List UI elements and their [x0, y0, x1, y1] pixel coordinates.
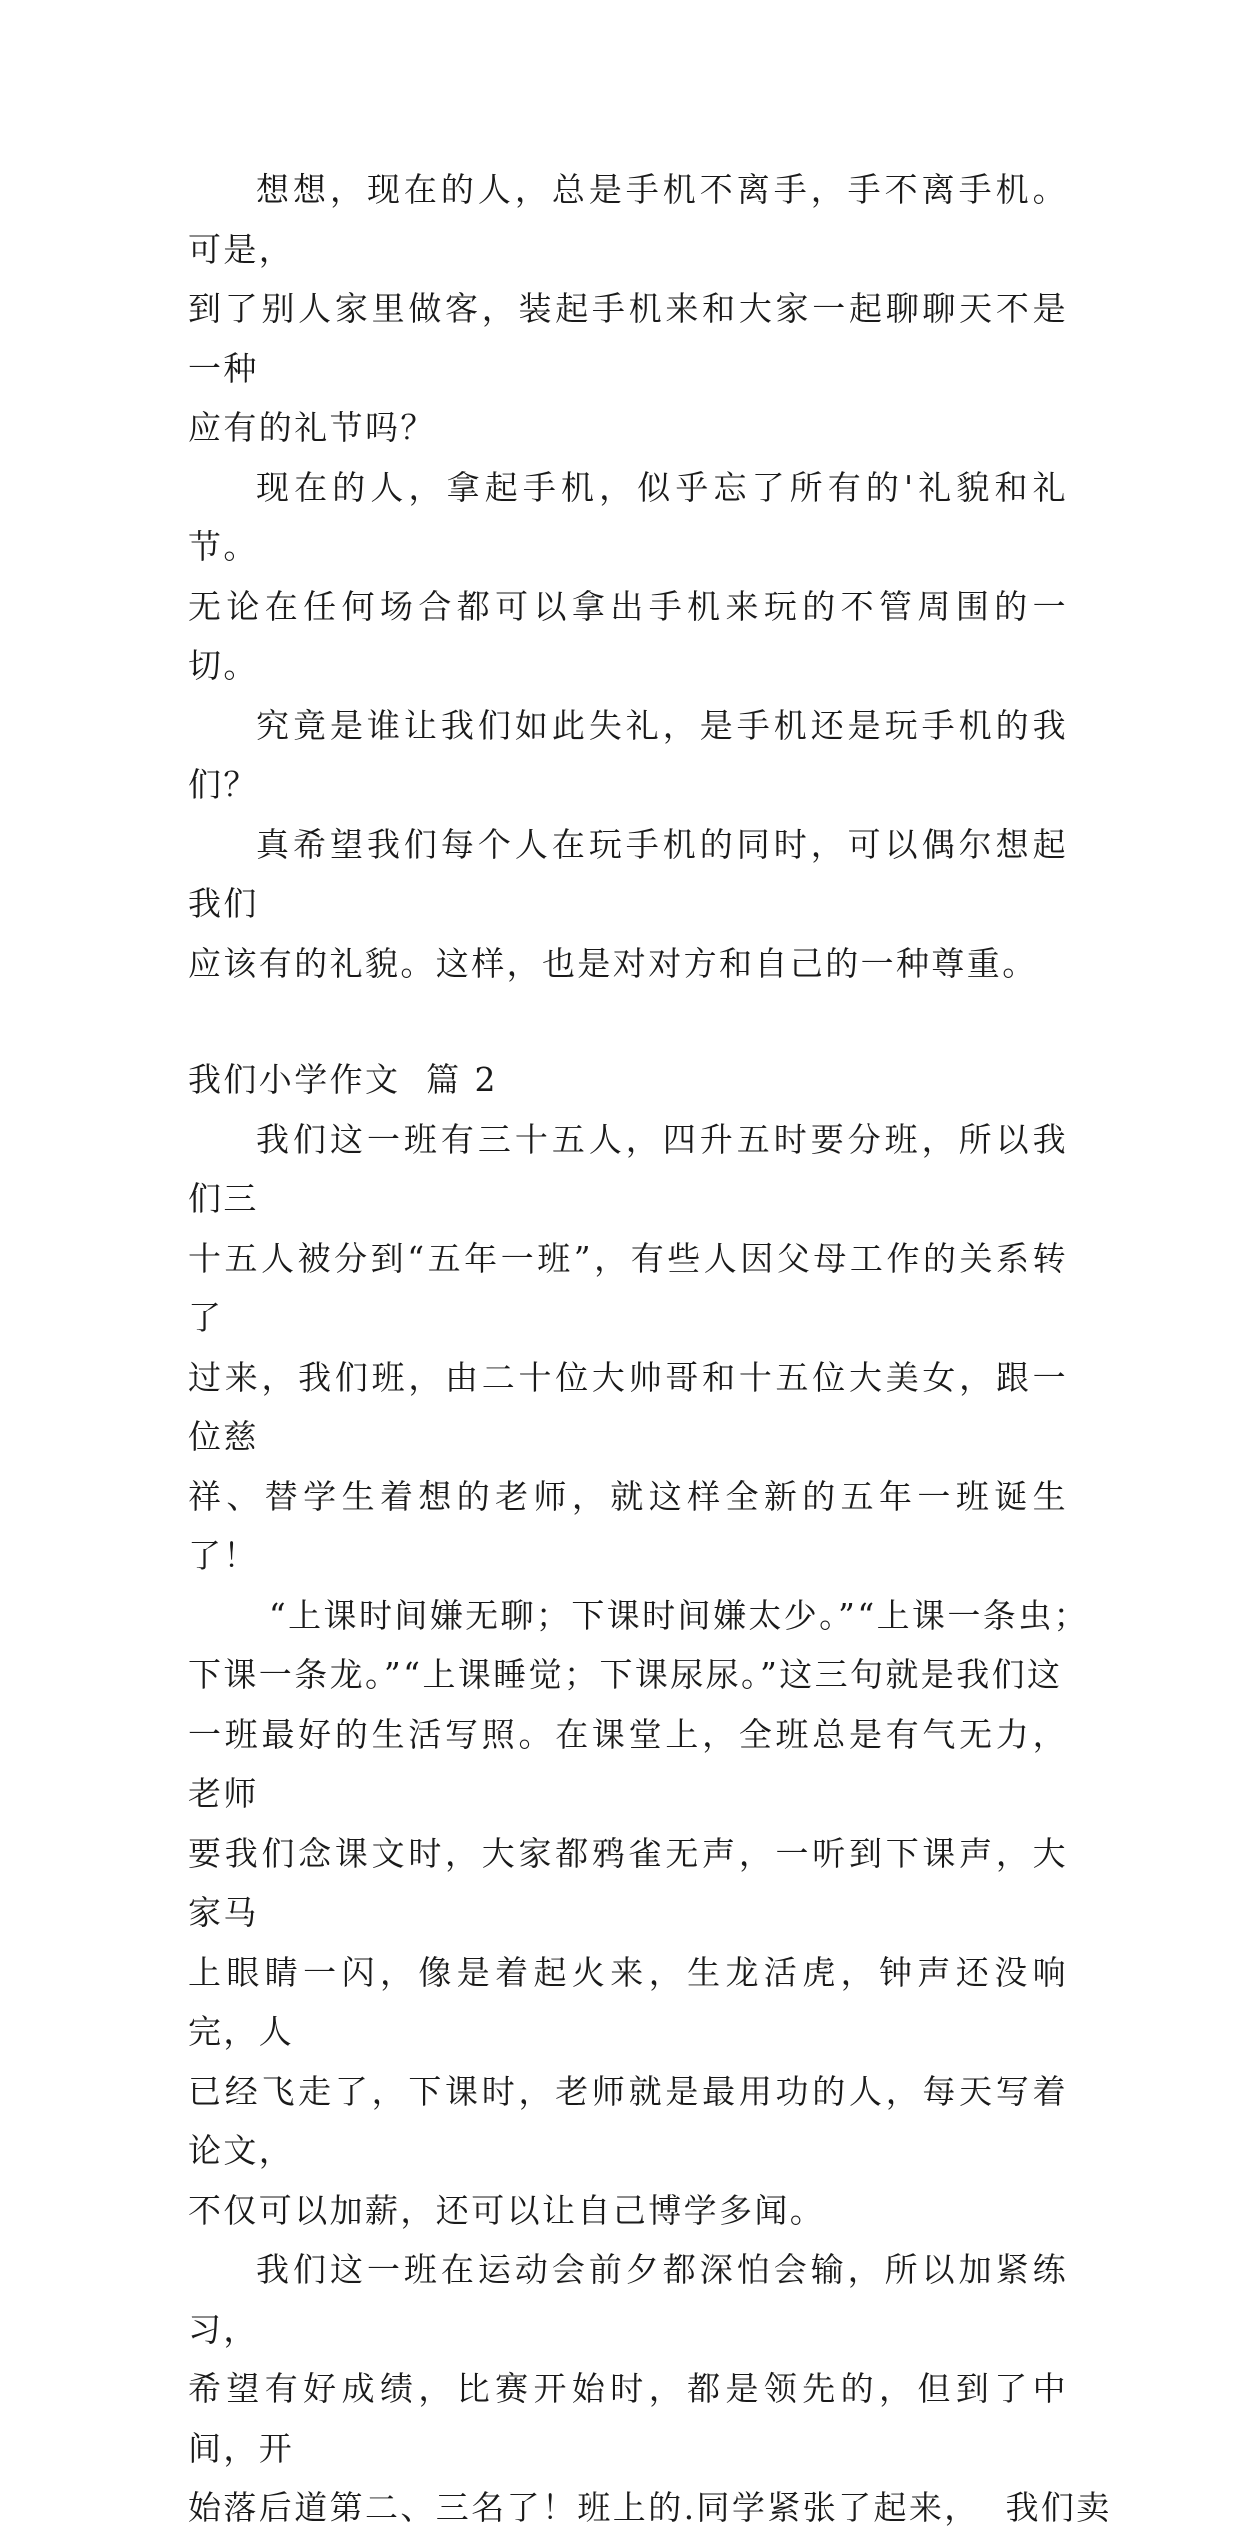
text-line: 我们这一班有三十五人，四升五时要分班，所以我们三 — [188, 1119, 1068, 1218]
text-line: 不仅可以加薪，还可以让自己博学多闻。 — [188, 2190, 826, 2230]
text-line: 到了别人家里做客，装起手机来和大家一起聊聊天不是一种 — [188, 289, 1068, 388]
section-title: 我们小学作文 篇 2 — [188, 1060, 498, 1099]
text-line: 上眼睛一闪，像是着起火来，生龙活虎，钟声还没响完，人 — [188, 1952, 1068, 2051]
text-line: 要我们念课文时，大家都鸦雀无声，一听到下课声，大家马 — [188, 1833, 1068, 1932]
text-line: 应该有的礼貌。这样，也是对对方和自己的一种尊重。 — [188, 943, 1038, 983]
paragraph — [188, 160, 1068, 458]
paragraph — [188, 458, 1068, 696]
paragraph — [188, 1586, 1090, 2241]
text-line: 希望有好成绩，比赛开始时，都是领先的，但到了中间，开 — [188, 2369, 1068, 2468]
text-line: 始落后道第二、三名了！班上的.同学紧张了起来， 我们卖 — [188, 2488, 1112, 2527]
text-line: 我们这一班在运动会前夕都深怕会输，所以加紧练习， — [188, 2250, 1068, 2349]
text-line: 十五人被分到“五年一班”，有些人因父母工作的关系转了 — [188, 1238, 1068, 1337]
text-line: 下课一条龙。”“上课睡觉；下课尿尿。”这三句就是我们这 — [188, 1655, 1063, 1694]
text-line: 一班最好的生活写照。在课堂上，全班总是有气无力，老师 — [188, 1714, 1068, 1813]
text-line: 真希望我们每个人在玩手机的同时，可以偶尔想起我们 — [188, 824, 1068, 923]
paragraph — [188, 1110, 1068, 1586]
document-body — [188, 160, 1112, 2538]
text-line: 已经飞走了，下课时，老师就是最用功的人，每天写着论文， — [188, 2071, 1068, 2170]
paragraph — [188, 696, 1068, 815]
text-line: 想想，现在的人，总是手机不离手，手不离手机。可是， — [188, 170, 1068, 269]
text-line: 现在的人，拿起手机，似乎忘了所有的'礼貌和礼节。 — [188, 467, 1068, 566]
text-line: 无论在任何场合都可以拿出手机来玩的不管周围的一切。 — [188, 586, 1068, 685]
text-line: “上课时间嫌无聊；下课时间嫌太少。”“上课一条虫； — [256, 1595, 1090, 1635]
text-line: 究竟是谁让我们如此失礼，是手机还是玩手机的我们？ — [188, 705, 1068, 804]
text-line: 祥、替学生着想的老师，就这样全新的五年一班诞生了！ — [188, 1476, 1068, 1575]
paragraph — [188, 815, 1068, 994]
text-line: 过来，我们班，由二十位大帅哥和十五位大美女，跟一位慈 — [188, 1357, 1068, 1456]
paragraph — [188, 2240, 1112, 2538]
text-line: 应有的礼节吗？ — [188, 408, 436, 447]
